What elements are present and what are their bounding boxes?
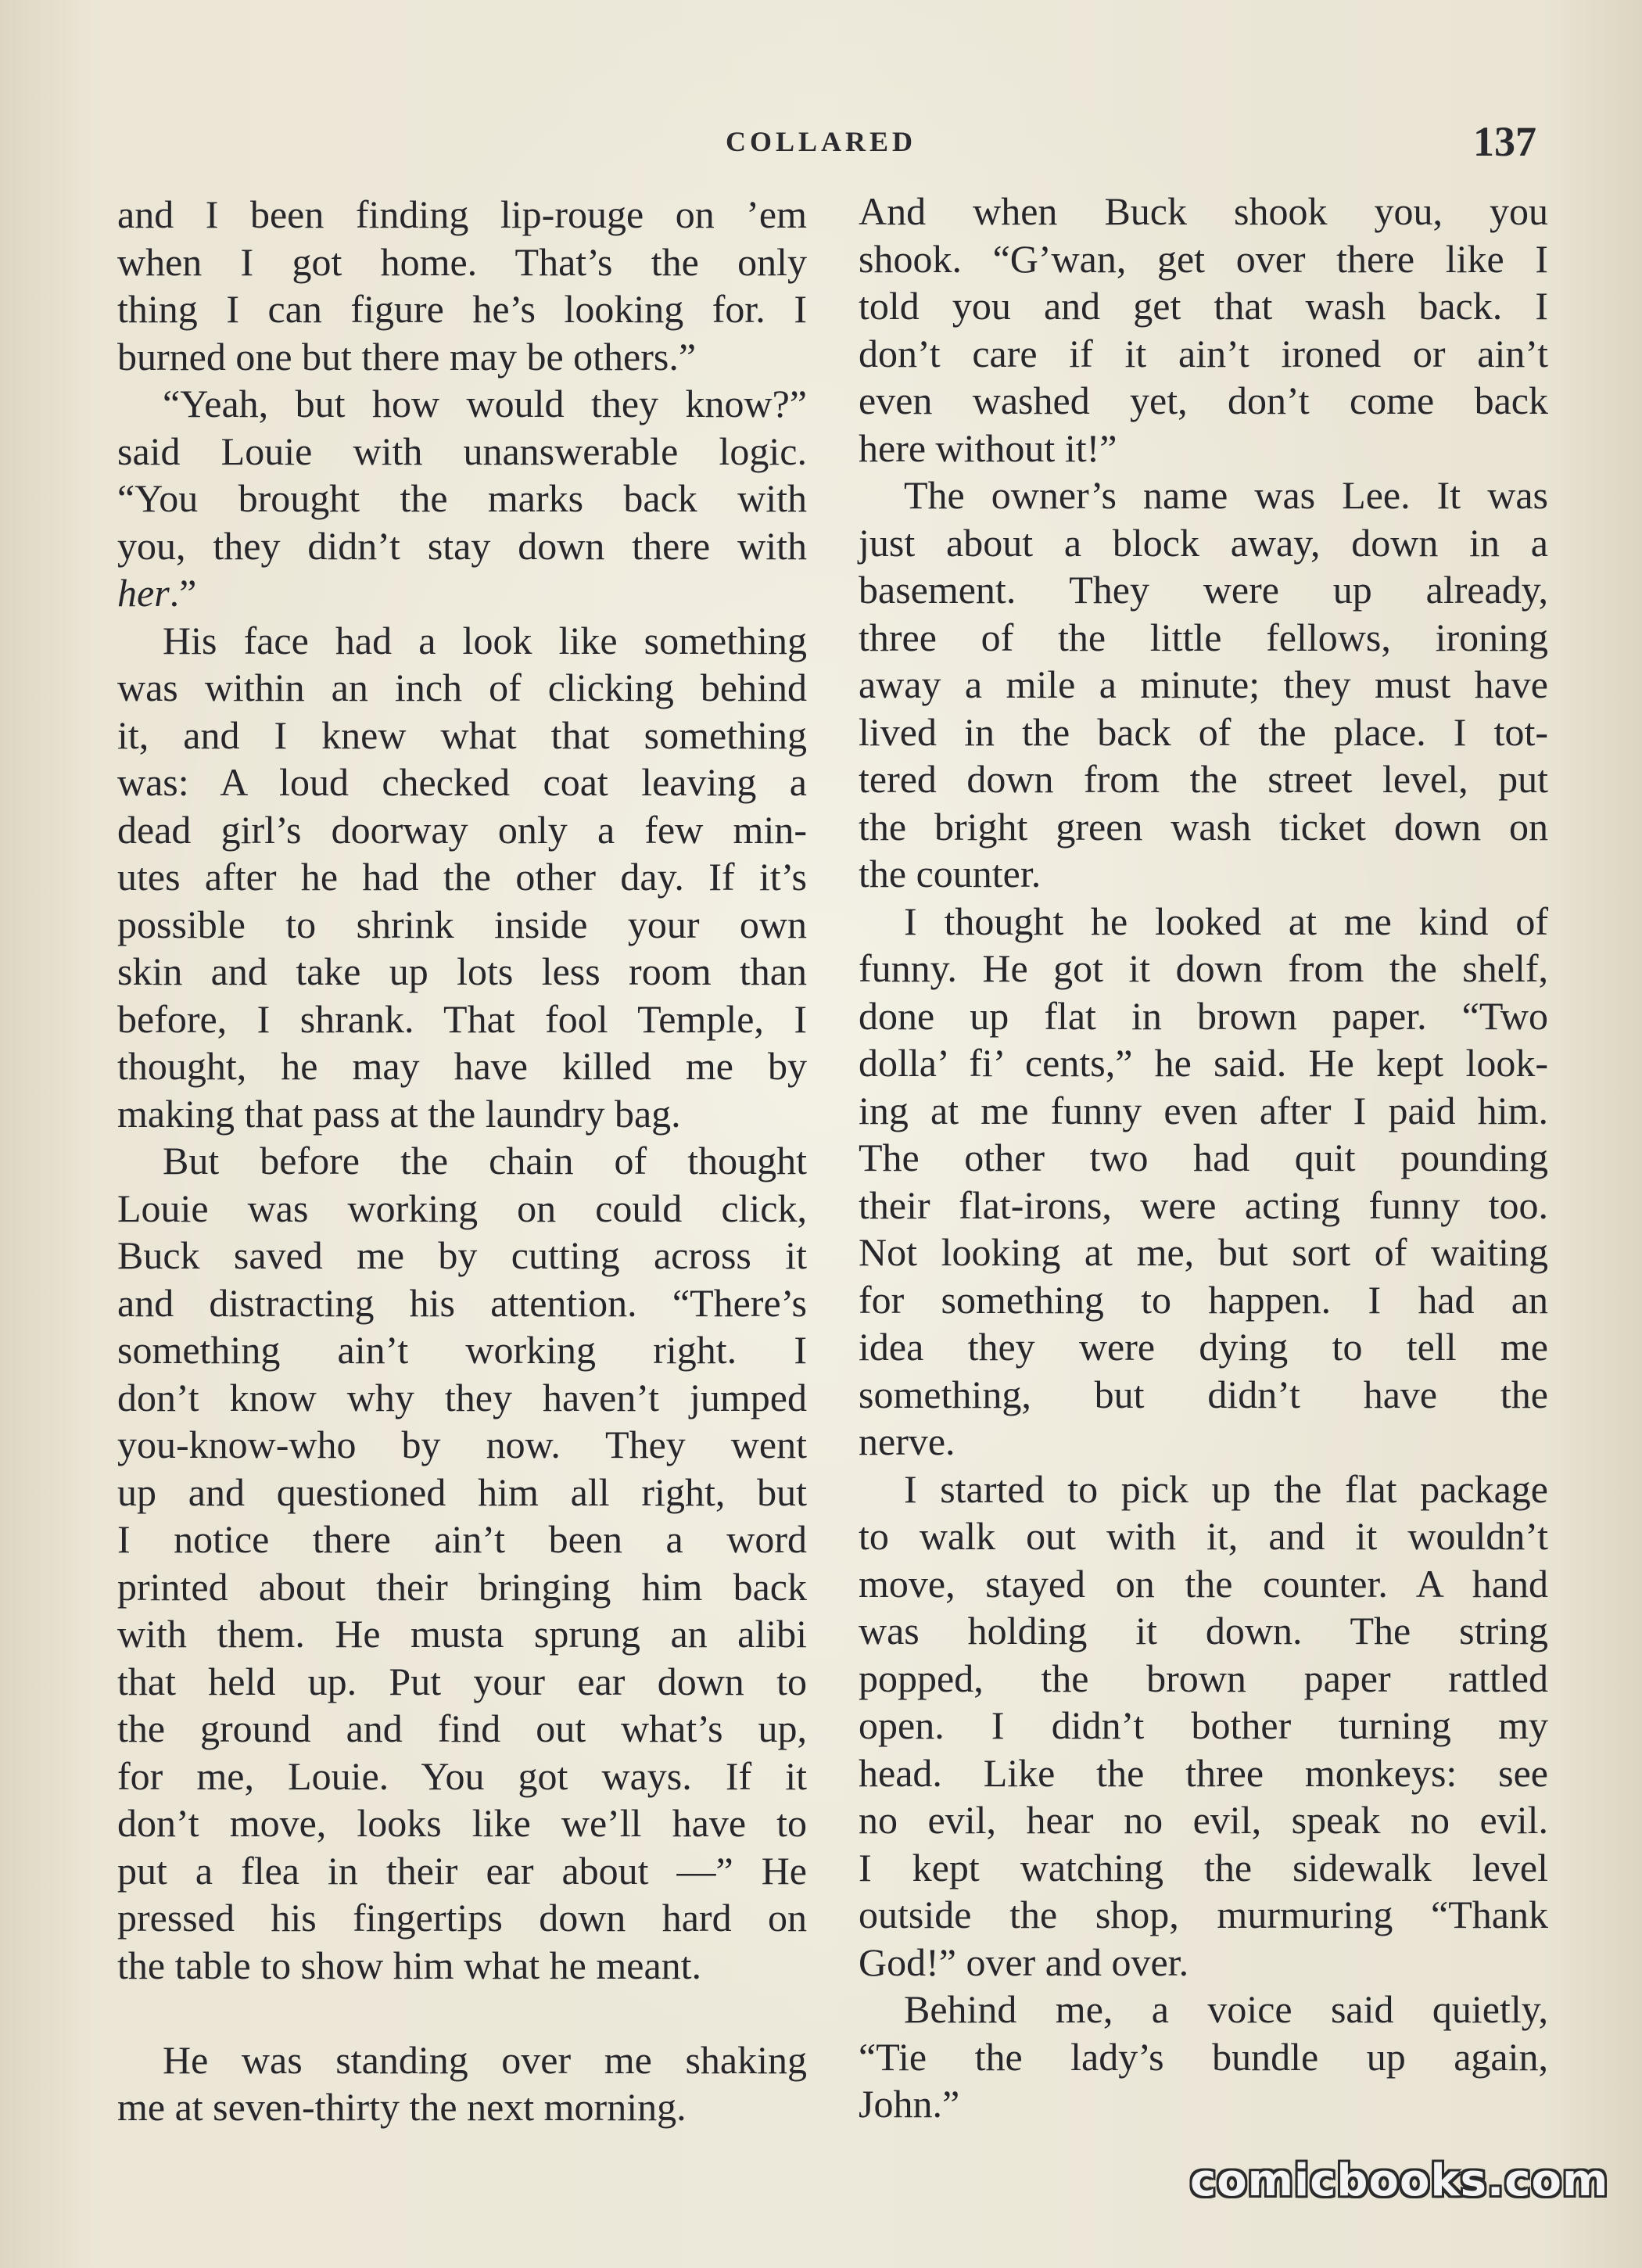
- text-line: lived in the back of the place. I tot-: [859, 709, 1548, 754]
- text-line: burned one but there may be others.”: [117, 334, 697, 379]
- text-line: idea they were dying to tell me: [859, 1325, 1548, 1369]
- text-line: And when Buck shook you, you: [859, 189, 1548, 233]
- text-line: before, I shrank. That fool Temple, I: [117, 996, 807, 1041]
- text-line: I started to pick up the flat package: [904, 1466, 1548, 1511]
- text-line: Not looking at me, but sort of waiting: [859, 1230, 1548, 1274]
- text-line: printed about their bringing him back: [117, 1564, 807, 1609]
- text-line: His face had a look like something: [163, 618, 807, 662]
- text-line: shook. “G’wan, get over there like I: [859, 236, 1548, 281]
- text-line: He was standing over me shaking: [163, 2037, 807, 2082]
- left-text-column: [117, 191, 807, 2131]
- text-line: move, stayed on the counter. A hand: [859, 1561, 1548, 1606]
- text-line: it, and I knew what that something: [117, 712, 807, 757]
- text-line: don’t care if it ain’t ironed or ain’t: [859, 331, 1548, 375]
- text-line: for something to happen. I had an: [859, 1277, 1548, 1322]
- text-line: tered down from the street level, put: [859, 757, 1548, 801]
- text-line: away a mile a minute; they must have: [859, 662, 1548, 706]
- text-line: three of the little fellows, ironing: [859, 615, 1548, 659]
- text-line: utes after he had the other day. If it’s: [117, 855, 807, 899]
- text-line: I thought he looked at me kind of: [904, 899, 1548, 943]
- text-line: But before the chain of thought: [163, 1139, 807, 1182]
- running-title: COLLARED: [725, 126, 917, 157]
- text-line: the ground and find out what’s up,: [117, 1706, 807, 1750]
- text-line: ing at me funny even after I paid him.: [859, 1088, 1548, 1132]
- text-line: thing I can figure he’s looking for. I: [117, 287, 807, 331]
- text-line: for me, Louie. You got ways. If it: [117, 1753, 807, 1798]
- text-line: Behind me, a voice said quietly,: [904, 1987, 1548, 2031]
- text-line: you, they didn’t stay down there with: [117, 523, 807, 568]
- text-line: don’t know why they haven’t jumped: [117, 1375, 807, 1419]
- text-line: dolla’ fi’ cents,” he said. He kept look-: [859, 1041, 1548, 1085]
- text-line: Buck saved me by cutting across it: [117, 1233, 807, 1277]
- text-line: “Tie the lady’s bundle up again,: [859, 2034, 1548, 2079]
- text-line: said Louie with unanswerable logic.: [117, 429, 807, 473]
- text-line: with them. He musta sprung an alibi: [117, 1612, 807, 1656]
- text-line: to walk out with it, and it wouldn’t: [859, 1514, 1548, 1558]
- text-line: their flat-irons, were acting funny too.: [859, 1182, 1548, 1227]
- text-line: just about a block away, down in a: [859, 520, 1548, 565]
- text-line: The other two had quit pounding: [859, 1136, 1548, 1179]
- text-line: possible to shrink inside your own: [117, 902, 807, 946]
- text-line: funny. He got it down from the shelf,: [859, 946, 1548, 990]
- text-line: done up flat in brown paper. “Two: [859, 993, 1548, 1038]
- text-line: was within an inch of clicking behind: [117, 666, 807, 709]
- text-line: The owner’s name was Lee. It was: [904, 473, 1548, 517]
- text-line: was: A loud checked coat leaving a: [117, 760, 807, 804]
- text-line: that held up. Put your ear down to: [117, 1659, 807, 1703]
- text-line: John.”: [859, 2082, 960, 2126]
- text-line: you-know-who by now. They went: [117, 1423, 807, 1466]
- text-line: something ain’t working right. I: [117, 1328, 807, 1372]
- text-line: outside the shop, murmuring “Thank: [859, 1893, 1548, 1936]
- text-line: “Yeah, but how would they know?”: [163, 382, 807, 425]
- page-number: 137: [1473, 118, 1536, 165]
- text-line: me at seven-thirty the next morning.: [117, 2085, 687, 2129]
- text-line: pressed his fingertips down hard on: [117, 1896, 807, 1940]
- text-fragment: .”: [169, 571, 197, 615]
- text-line: thought, he may have killed me by: [117, 1044, 807, 1088]
- text-line: no evil, hear no evil, speak no evil.: [859, 1798, 1548, 1842]
- text-line: open. I didn’t bother turning my: [859, 1703, 1548, 1747]
- right-text-column: [859, 188, 1548, 2128]
- text-line: something, but didn’t have the: [859, 1372, 1548, 1416]
- emphasis-word: her: [117, 571, 170, 615]
- text-line: basement. They were up already,: [859, 568, 1548, 612]
- text-line: put a flea in their ear about —” He: [117, 1848, 807, 1893]
- text-line: making that pass at the laundry bag.: [117, 1091, 681, 1136]
- text-line: was holding it down. The string: [859, 1609, 1548, 1653]
- text-line: head. Like the three monkeys: see: [859, 1750, 1548, 1795]
- text-line: the table to show him what he meant.: [117, 1943, 702, 1987]
- text-line: the bright green wash ticket down on: [859, 804, 1548, 849]
- text-line: Louie was working on could click,: [117, 1186, 807, 1230]
- text-line: God!” over and over.: [859, 1940, 1189, 1984]
- text-line: told you and get that wash back. I: [859, 284, 1548, 328]
- text-line: here without it!”: [859, 425, 1117, 470]
- text-line: skin and take up lots less room than: [117, 949, 807, 993]
- text-line: I notice there ain’t been a word: [117, 1517, 807, 1561]
- text-line: don’t move, looks like we’ll have to: [117, 1801, 807, 1845]
- text-line: when I got home. That’s the only: [117, 239, 807, 284]
- paragraph-gap: [117, 1989, 807, 2037]
- text-line: I kept watching the sidewalk level: [859, 1845, 1548, 1889]
- text-line: popped, the brown paper rattled: [859, 1656, 1548, 1700]
- text-line: nerve.: [859, 1419, 955, 1463]
- text-line: [117, 569, 807, 617]
- text-line: up and questioned him all right, but: [117, 1470, 807, 1514]
- text-line: “You brought the marks back with: [117, 476, 807, 520]
- text-line: and distracting his attention. “There’s: [117, 1280, 807, 1325]
- text-line: even washed yet, don’t come back: [859, 379, 1548, 422]
- text-line: dead girl’s doorway only a few min-: [117, 807, 807, 852]
- text-line: the counter.: [859, 852, 1041, 895]
- text-line: and I been finding lip-rouge on ’em: [117, 192, 807, 236]
- site-watermark: comicbooks.com: [1190, 2155, 1609, 2206]
